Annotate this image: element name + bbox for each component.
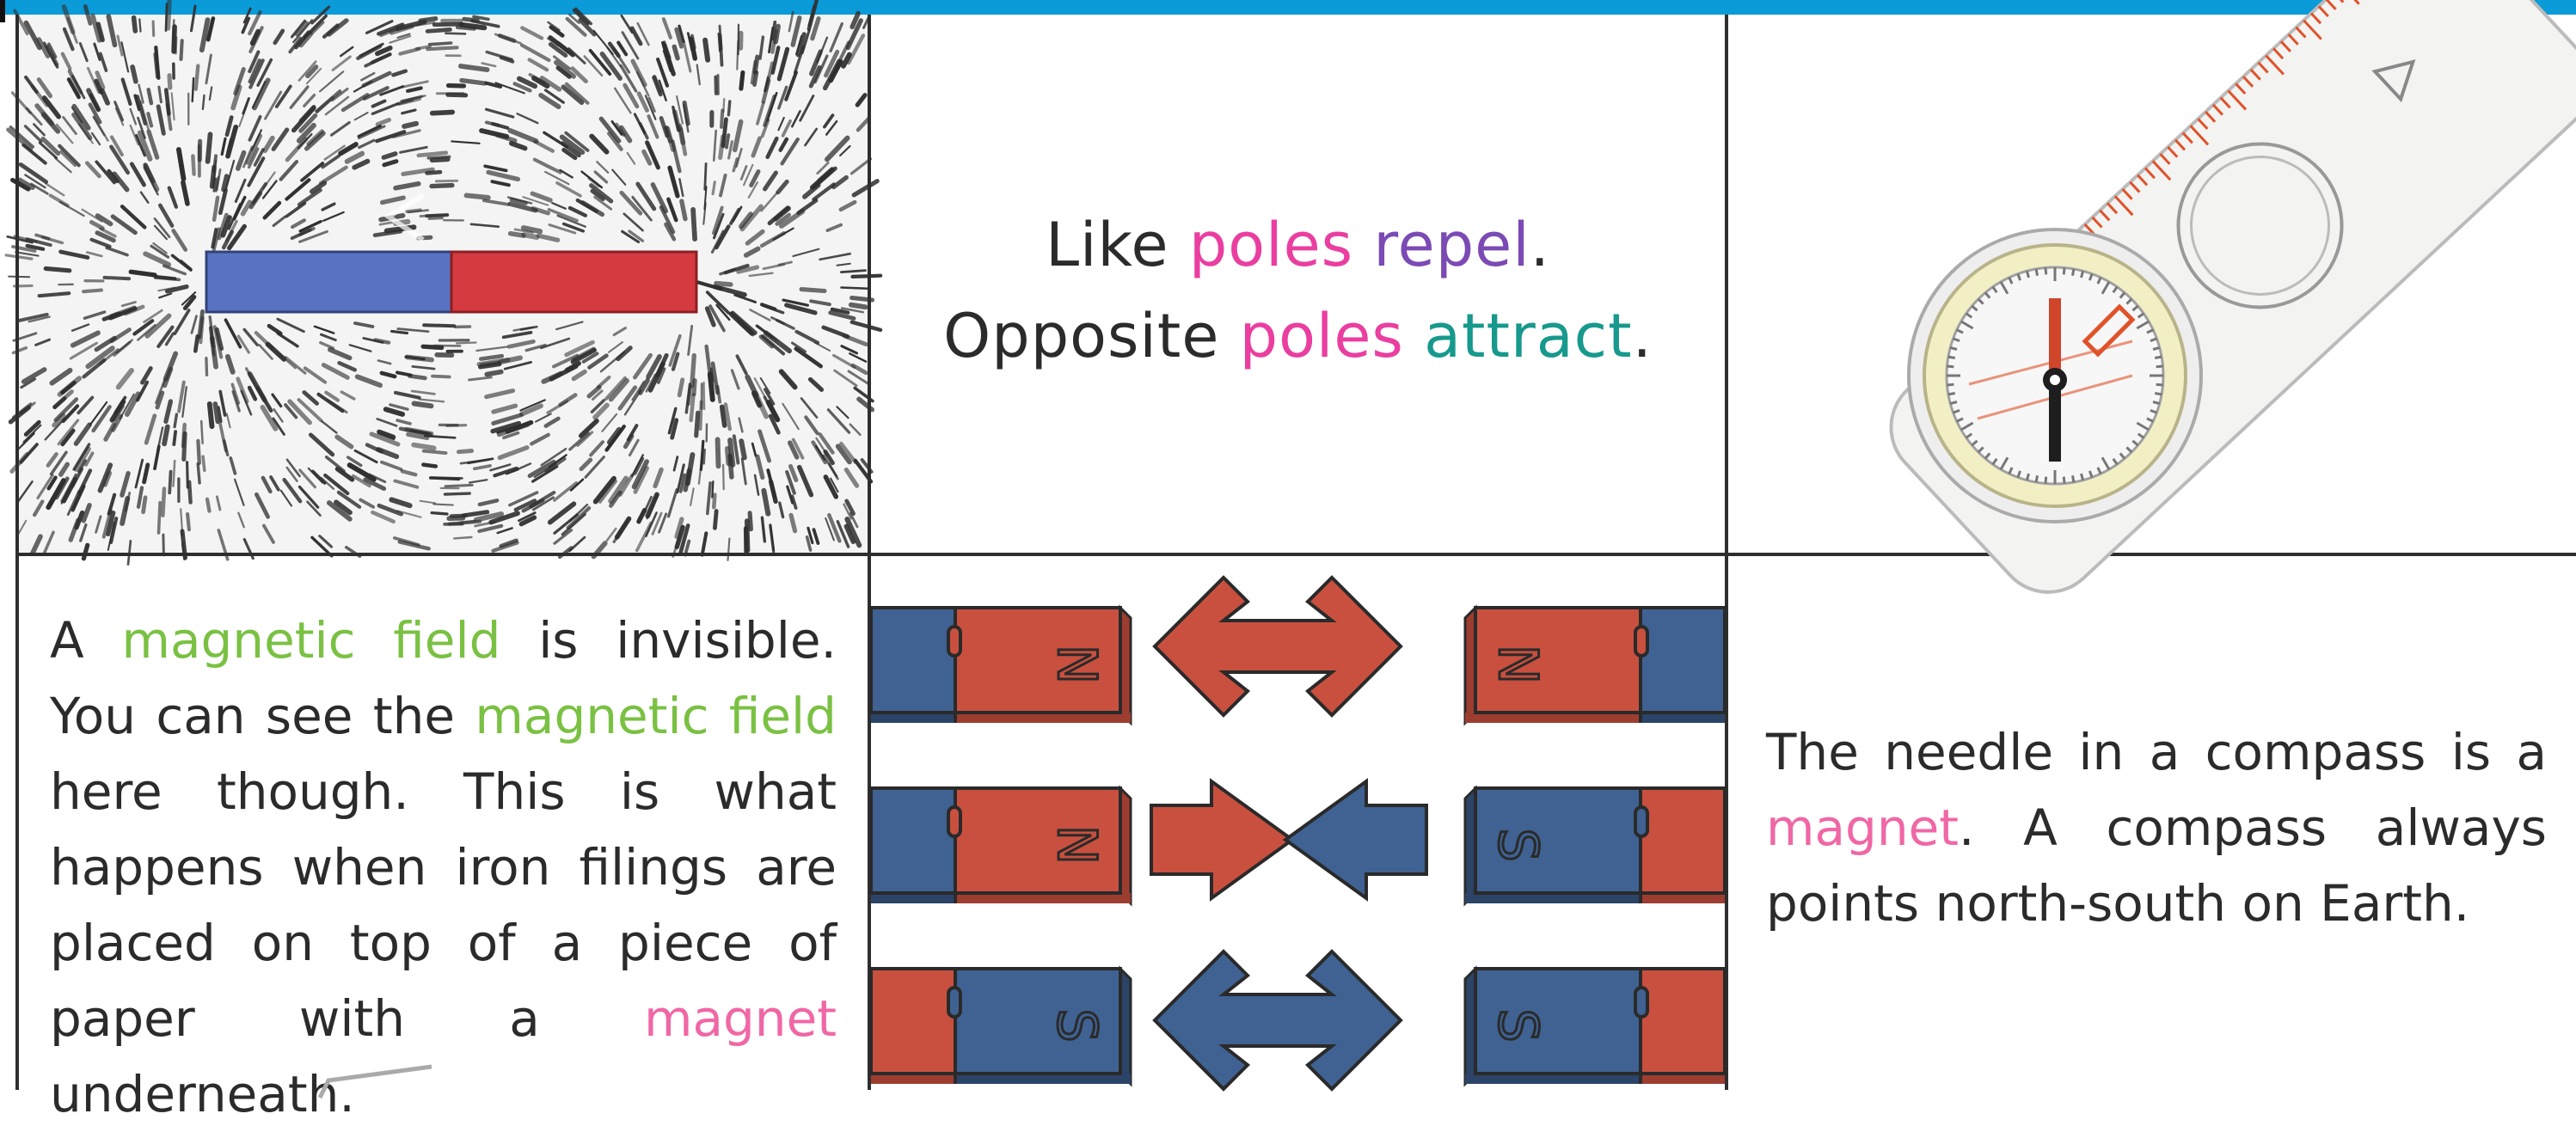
dial-tick bbox=[1950, 347, 1957, 349]
dial-tick bbox=[2027, 474, 2028, 480]
text-opposite: Opposite bbox=[943, 301, 1239, 371]
iron-filing bbox=[462, 81, 485, 84]
top-accent-bar bbox=[0, 0, 2576, 15]
compass-image bbox=[1728, 15, 2576, 553]
iron-filing bbox=[198, 441, 199, 463]
iron-filing bbox=[755, 57, 757, 72]
iron-filing bbox=[715, 511, 716, 529]
magnet-row-repel-north bbox=[871, 578, 1725, 723]
corner-mark bbox=[0, 0, 5, 22]
iron-filing bbox=[427, 29, 450, 31]
iron-filing bbox=[674, 46, 678, 58]
iron-filing bbox=[445, 493, 470, 494]
iron-filing bbox=[524, 228, 540, 231]
worksheet-grid bbox=[15, 15, 2576, 1090]
iron-filing bbox=[196, 66, 199, 89]
iron-filing bbox=[163, 489, 164, 516]
iron-filing bbox=[40, 293, 70, 296]
dial-tick bbox=[2082, 474, 2083, 480]
iron-filing bbox=[432, 513, 447, 514]
text-attract: attract bbox=[1424, 301, 1632, 371]
iron-filing bbox=[750, 513, 751, 529]
iron-filings-image bbox=[19, 15, 868, 553]
iron-filing bbox=[427, 172, 440, 173]
term-magnet: magnet bbox=[644, 989, 837, 1048]
dial-tick bbox=[2045, 477, 2046, 484]
dial-tick bbox=[2073, 475, 2074, 482]
iron-filing bbox=[457, 343, 476, 344]
iron-filing bbox=[679, 380, 683, 395]
iron-filing bbox=[210, 404, 212, 426]
iron-filing bbox=[741, 441, 745, 457]
iron-filing bbox=[195, 336, 198, 351]
iron-filing bbox=[723, 465, 724, 489]
iron-filing bbox=[189, 482, 191, 503]
iron-filing bbox=[15, 285, 33, 286]
dial-tick bbox=[1947, 384, 1954, 385]
iron-filing bbox=[842, 288, 868, 289]
iron-filing bbox=[414, 404, 432, 407]
term-magnet: magnet bbox=[1766, 799, 1959, 857]
dial-tick bbox=[2156, 366, 2163, 367]
dial-tick bbox=[2153, 402, 2160, 404]
iron-filing bbox=[139, 19, 140, 31]
iron-filing bbox=[414, 445, 434, 449]
iron-filing bbox=[212, 342, 214, 356]
dial-tick bbox=[2153, 347, 2160, 349]
iron-filing bbox=[159, 503, 161, 533]
iron-filing bbox=[776, 27, 778, 42]
iron-filing bbox=[175, 414, 176, 426]
compass-text-cell bbox=[1728, 556, 2576, 1090]
iron-filing bbox=[445, 485, 472, 486]
south-label: S bbox=[1487, 828, 1549, 861]
dial-tick bbox=[2045, 268, 2046, 275]
iron-filing bbox=[715, 77, 716, 94]
iron-filing bbox=[721, 137, 723, 158]
iron-filing bbox=[203, 95, 205, 109]
opposite-poles-line bbox=[871, 291, 1725, 382]
iron-filing bbox=[713, 182, 715, 194]
dial-tick bbox=[2036, 475, 2037, 482]
north-label: N bbox=[1046, 825, 1108, 865]
repel-arrow-blue-icon bbox=[1155, 951, 1401, 1089]
magnets-diagram bbox=[871, 556, 1725, 1090]
dial-tick bbox=[1950, 402, 1957, 404]
iron-filing bbox=[424, 325, 454, 326]
iron-filing bbox=[214, 156, 216, 171]
iron-filing bbox=[432, 159, 448, 160]
iron-filing bbox=[696, 413, 698, 436]
iron-filing bbox=[432, 478, 462, 479]
iron-filing bbox=[427, 47, 457, 49]
iron-filing bbox=[851, 305, 866, 308]
magnet-row-attract bbox=[871, 781, 1725, 903]
dial-tick bbox=[1948, 394, 1955, 395]
iron-filing bbox=[841, 271, 865, 272]
text-period: . bbox=[1633, 301, 1653, 371]
iron-filing bbox=[423, 465, 435, 467]
iron-filing bbox=[153, 21, 154, 35]
decorative-outline bbox=[311, 1063, 449, 1098]
iron-filing bbox=[692, 356, 695, 386]
iron-filing bbox=[207, 499, 210, 511]
iron-filing bbox=[409, 376, 425, 378]
poles-rule-cell bbox=[871, 15, 1725, 553]
dial-tick bbox=[2027, 271, 2028, 278]
iron-filing bbox=[149, 89, 151, 103]
south-label: S bbox=[1487, 1008, 1549, 1042]
iron-filing bbox=[134, 18, 136, 31]
iron-filing bbox=[173, 20, 174, 46]
iron-filing bbox=[511, 234, 524, 236]
iron-filing bbox=[432, 186, 452, 187]
iron-filing bbox=[163, 535, 164, 555]
iron-filing bbox=[144, 498, 145, 512]
iron-filing bbox=[691, 395, 694, 420]
iron-filing bbox=[132, 67, 136, 82]
iron-filing bbox=[705, 40, 708, 60]
iron-filing bbox=[174, 461, 175, 486]
iron-filing bbox=[704, 450, 705, 463]
term-magnetic-field: magnetic field bbox=[475, 687, 837, 745]
iron-filing bbox=[131, 272, 155, 275]
iron-filing bbox=[168, 2, 169, 28]
iron-filing bbox=[428, 156, 450, 158]
south-label: S bbox=[1046, 1008, 1108, 1042]
term-magnetic-field: magnetic field bbox=[121, 611, 500, 670]
compass-paragraph: The needle in a compass is a magnet. A compass always points north-south on Earth. bbox=[1766, 714, 2547, 941]
attract-arrow-red-icon bbox=[1151, 781, 1292, 898]
iron-filing bbox=[467, 195, 488, 198]
iron-filing bbox=[727, 135, 728, 147]
dial-tick bbox=[2156, 384, 2163, 385]
iron-filing bbox=[164, 427, 168, 444]
iron-filing bbox=[426, 215, 447, 216]
iron-filing bbox=[206, 358, 207, 376]
like-poles-line bbox=[871, 199, 1725, 291]
attract-arrow-blue-icon bbox=[1285, 781, 1426, 898]
iron-filing bbox=[741, 72, 743, 89]
dial-tick bbox=[2155, 357, 2162, 358]
magnet-row-repel-south bbox=[871, 951, 1725, 1089]
iron-filing bbox=[449, 518, 463, 519]
compass-needle-south bbox=[2049, 380, 2061, 462]
compass-needle-north bbox=[2049, 298, 2061, 380]
iron-filing bbox=[9, 277, 29, 278]
iron-filing bbox=[457, 28, 475, 29]
iron-filing bbox=[174, 431, 175, 444]
iron-filing bbox=[712, 481, 713, 497]
iron-filing bbox=[721, 111, 722, 127]
iron-filing bbox=[458, 451, 471, 452]
iron-filing bbox=[487, 372, 501, 375]
text-period: . bbox=[1530, 210, 1550, 280]
iron-filing bbox=[181, 40, 182, 59]
iron-filing bbox=[208, 134, 211, 162]
iron-filing bbox=[432, 376, 450, 377]
iron-filing bbox=[704, 382, 705, 409]
iron-filing bbox=[434, 24, 462, 25]
iron-filing bbox=[680, 129, 683, 143]
iron-filing bbox=[166, 4, 167, 31]
iron-filing bbox=[169, 76, 170, 88]
iron-filing bbox=[201, 421, 202, 444]
text-repel: repel bbox=[1373, 210, 1530, 280]
iron-filing bbox=[83, 291, 101, 292]
text-like: Like bbox=[1046, 210, 1189, 280]
iron-filing bbox=[184, 433, 185, 459]
iron-filing bbox=[215, 404, 218, 422]
iron-filing bbox=[424, 451, 446, 453]
iron-filing bbox=[693, 210, 695, 239]
iron-filing bbox=[203, 456, 205, 470]
north-label: N bbox=[1046, 645, 1108, 684]
iron-filing bbox=[408, 357, 432, 359]
iron-filing bbox=[214, 179, 216, 191]
magnetic-field-paragraph: A magnetic field is invisible. You can see the magnetic field here though. This is what happens when iron filings are placed on top of a piece of paper with a magnet underneath. bbox=[50, 603, 837, 1132]
iron-filing bbox=[454, 537, 471, 538]
iron-filing bbox=[423, 346, 442, 347]
north-label: N bbox=[1487, 645, 1549, 684]
dial-tick bbox=[2073, 269, 2074, 276]
iron-filing bbox=[449, 86, 464, 87]
iron-filing bbox=[718, 439, 719, 466]
iron-filing bbox=[716, 284, 731, 285]
dial-tick bbox=[2082, 271, 2083, 278]
repel-arrow-icon bbox=[1155, 578, 1401, 715]
iron-filing bbox=[420, 19, 436, 21]
iron-filing bbox=[187, 514, 189, 529]
text-poles: poles bbox=[1240, 301, 1404, 371]
iron-filing bbox=[156, 278, 180, 279]
iron-filing bbox=[801, 290, 825, 291]
iron-filing bbox=[46, 268, 70, 270]
iron-filing bbox=[721, 35, 722, 64]
text-poles: poles bbox=[1189, 210, 1353, 280]
iron-filing bbox=[737, 41, 738, 70]
iron-filing bbox=[464, 19, 478, 21]
dial-tick bbox=[2155, 394, 2162, 395]
text-space bbox=[1353, 210, 1373, 280]
iron-filing bbox=[169, 472, 170, 493]
iron-filing bbox=[392, 331, 408, 333]
iron-filing bbox=[722, 407, 725, 425]
iron-filing bbox=[429, 218, 442, 219]
text-space bbox=[1404, 301, 1424, 371]
iron-filing bbox=[701, 402, 702, 429]
iron-filing bbox=[728, 101, 729, 115]
poles-rule-text bbox=[871, 199, 1725, 382]
iron-filing bbox=[182, 531, 186, 558]
magnetic-field-text-cell bbox=[19, 556, 868, 1090]
iron-filing bbox=[727, 449, 728, 463]
dial-tick bbox=[2036, 269, 2037, 276]
iron-filing bbox=[705, 163, 706, 189]
iron-filing bbox=[714, 495, 715, 508]
dial-tick bbox=[1947, 366, 1954, 367]
dial-tick bbox=[1948, 357, 1955, 358]
iron-filing bbox=[430, 43, 451, 45]
iron-filing bbox=[419, 153, 446, 156]
iron-filing bbox=[852, 298, 873, 301]
iron-filing bbox=[710, 374, 713, 400]
iron-filing bbox=[404, 124, 416, 126]
iron-filing bbox=[198, 464, 199, 483]
iron-filing bbox=[166, 90, 169, 114]
